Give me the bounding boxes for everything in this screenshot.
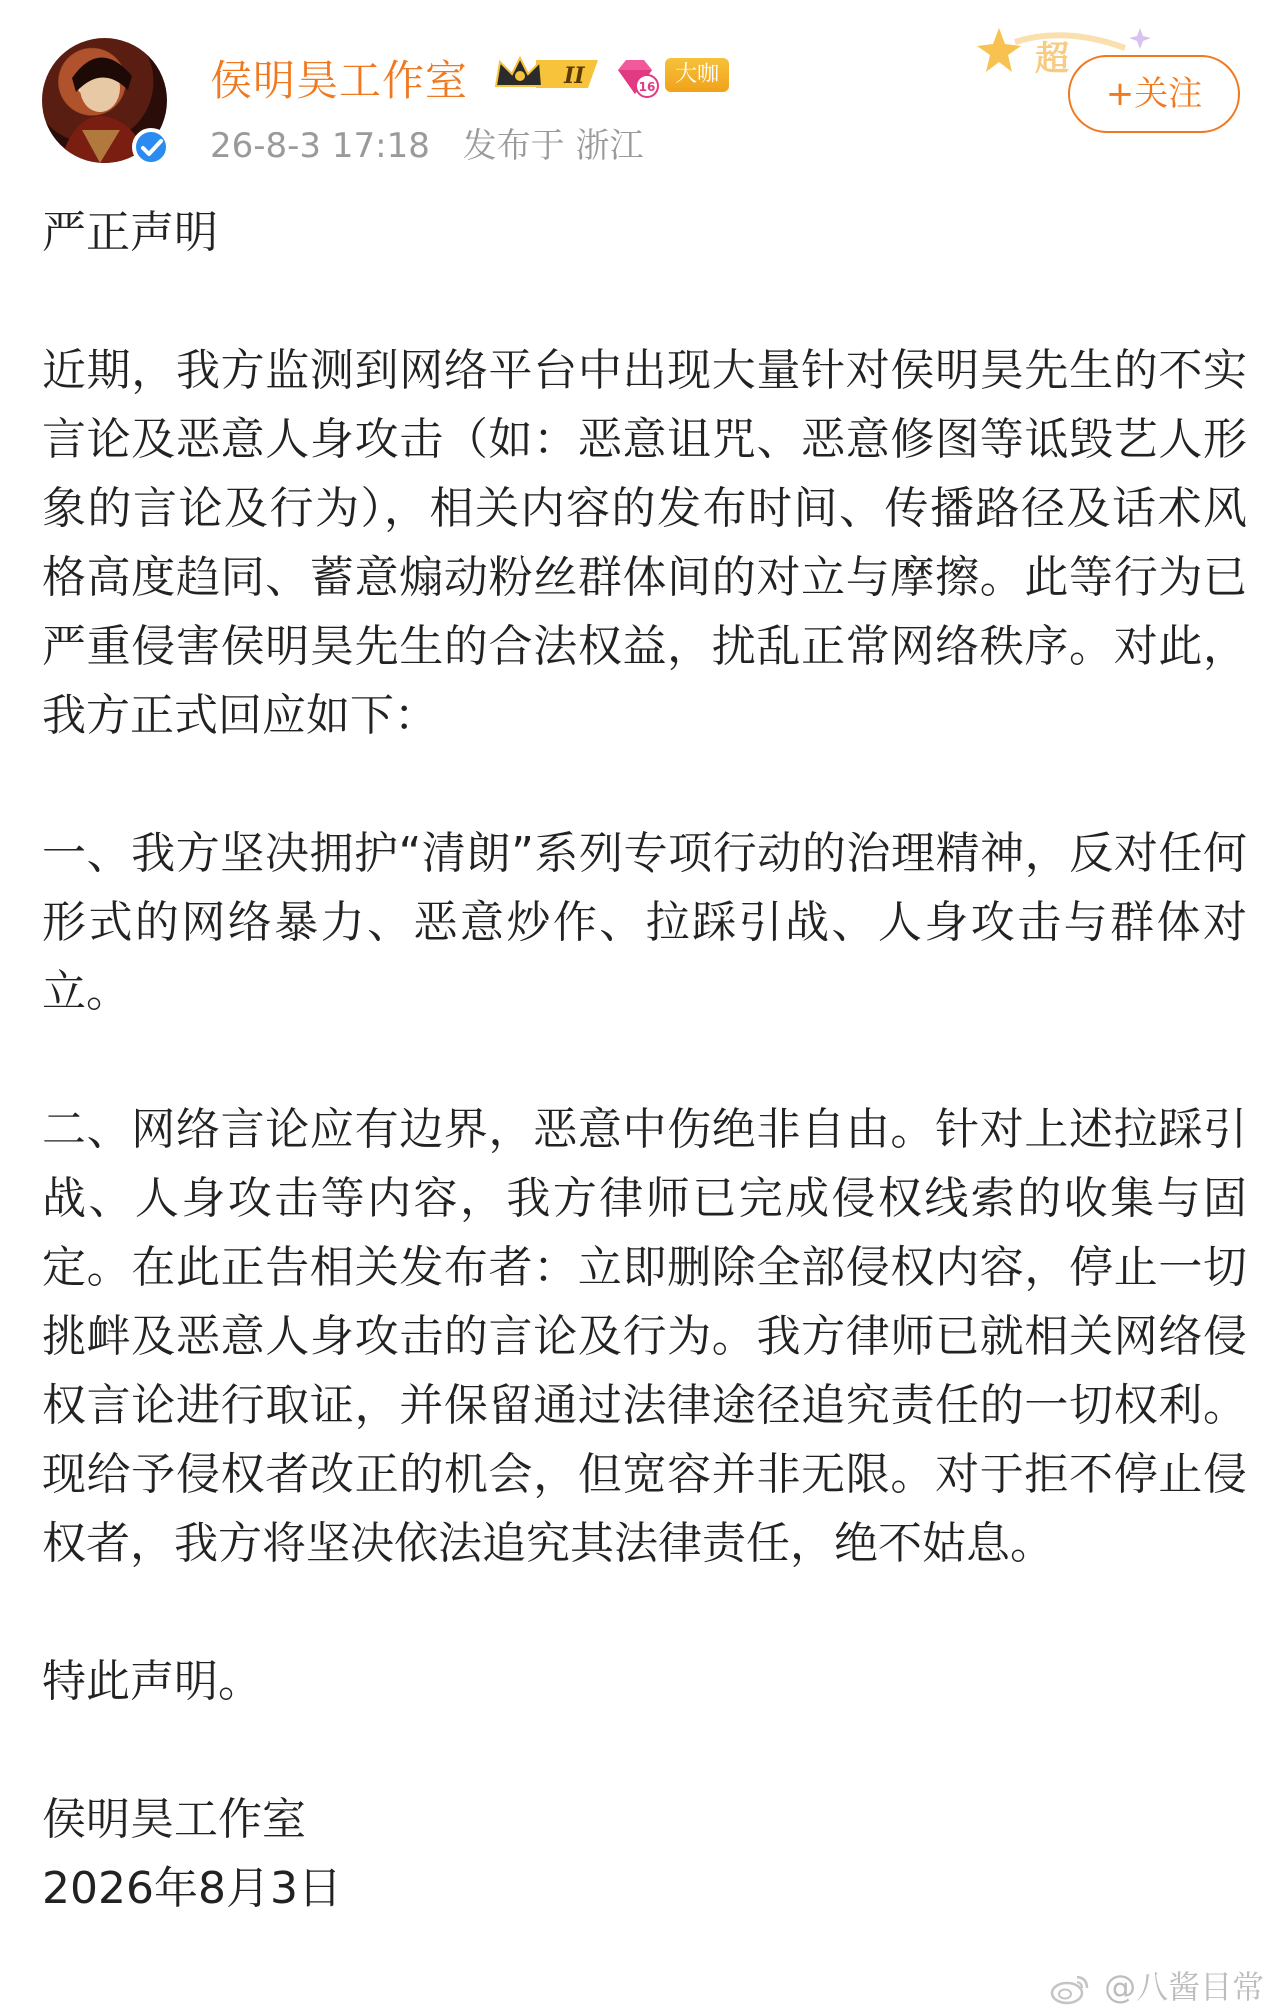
post-date: 2026年8月3日 — [42, 1863, 342, 1914]
post-paragraph-point-2: 二、网络言论应有边界，恶意中伤绝非自由。针对上述拉踩引战、人身攻击等内容，我方律师已完成侵权线索的收集与固定。在此正告相关发布者：立即删除全部侵权内容，停止一切挑衅及恶意人身攻击的言论及行为。我方律师已就相关网络侵权言论进行取证，并保留通过法律途径追究责任的一切权利。现给予侵权者改正的机会，但宽容并非无限。对于拒不停止侵权者，我方将坚决依法追究其法律责任，绝不姑息。 — [42, 1104, 1247, 1569]
post-closing: 特此声明。 — [42, 1656, 262, 1707]
post-body — [42, 198, 1247, 1923]
post-signature: 侯明昊工作室 — [42, 1794, 306, 1845]
username[interactable]: 侯明昊工作室 — [210, 56, 469, 105]
weibo-logo-icon — [1050, 1973, 1090, 2005]
post-meta — [210, 118, 665, 167]
post-timestamp: 26-8-3 17:18 — [210, 126, 430, 166]
daka-badge[interactable]: 大咖 — [665, 58, 729, 92]
verified-badge-icon — [132, 128, 170, 166]
post-title: 严正声明 — [42, 207, 218, 258]
svg-text:16: 16 — [638, 80, 656, 94]
post-paragraph-intro: 近期，我方监测到网络平台中出现大量针对侯明昊先生的不实言论及恶意人身攻击（如：恶意诅咒、恶意修图等诋毁艺人形象的言论及行为），相关内容的发布时间、传播路径及话术风格高度趋同、蓄意煽动粉丝群体间的对立与摩擦。此等行为已严重侵害侯明昊先生的合法权益，扰乱正常网络秩序。对此，我方正式回应如下： — [42, 345, 1247, 741]
svg-text:超: 超 — [1035, 39, 1069, 79]
crown-level-badge-icon[interactable] — [492, 52, 604, 96]
gem-level-badge-icon[interactable] — [614, 56, 660, 98]
post-header — [0, 0, 1283, 175]
post-paragraph-point-1: 一、我方坚决拥护“清朗”系列专项行动的治理精神，反对任何形式的网络暴力、恶意炒作、拉踩引战、人身攻击与群体对立。 — [42, 828, 1247, 1017]
follow-button[interactable]: +关注 — [1068, 55, 1240, 133]
watermark — [1050, 1962, 1264, 2008]
svg-text:II: II — [564, 63, 585, 89]
watermark-text: @八酱目常 — [1104, 1968, 1265, 2006]
post-location: 发布于 浙江 — [462, 126, 644, 166]
